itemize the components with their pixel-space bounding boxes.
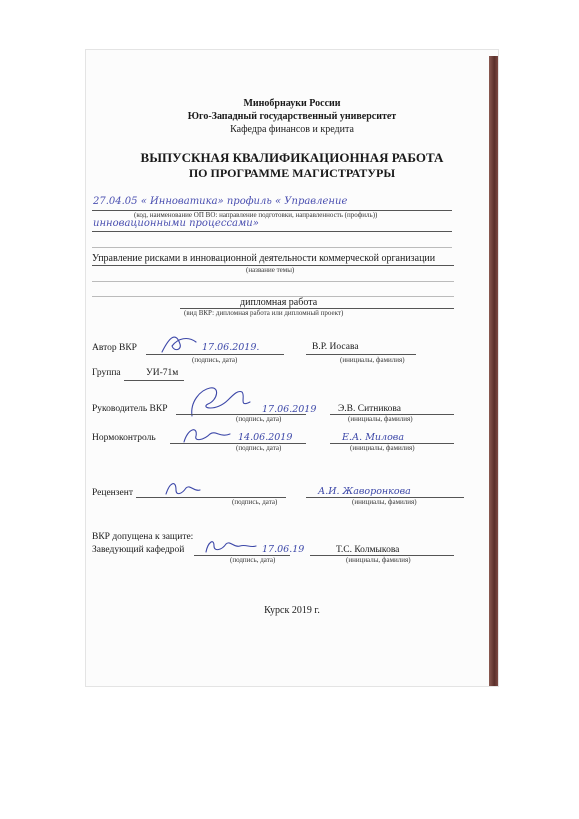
group-label: Группа [92,368,121,378]
program-caption: (код, наименование ОП ВО: направление подготовки, направленность (профиль)) [134,211,378,219]
admission-label: ВКР допущена к защите: [92,532,194,542]
author-signature [160,330,200,356]
supervisor-sign-caption: (подпись, дата) [236,415,282,423]
author-sign-caption: (подпись, дата) [192,356,238,364]
normcontrol-name-caption: (инициалы, фамилия) [350,444,415,452]
admission-sign-date: 17.06.19 [262,544,305,555]
group-line [124,380,184,381]
admission-name-caption: (инициалы, фамилия) [346,556,411,564]
author-name: В.Р. Иосава [312,342,359,352]
normcontrol-label: Нормоконтроль [92,433,156,443]
document-subtitle: ПО ПРОГРАММЕ МАГИСТРАТУРЫ [188,166,396,180]
thesis-topic: Управление рисками в инновационной деятельности коммерческой организации [92,253,436,264]
document-title: ВЫПУСКНАЯ КВАЛИФИКАЦИОННАЯ РАБОТА [140,150,444,165]
supervisor-sign-date: 17.06.2019 [262,404,317,415]
university-name: Юго-Западный государственный университет [187,111,397,122]
reviewer-name-caption: (инициалы, фамилия) [352,498,417,506]
admission-signature [204,536,258,556]
work-type-caption: (вид ВКР: дипломная работа или дипломный проект) [184,309,344,317]
reviewer-name: А.И. Жаворонкова [318,486,411,497]
supervisor-name-caption: (инициалы, фамилия) [348,415,413,423]
work-type: дипломная работа [240,297,318,308]
program-handwritten-1: 27.04.05 « Инноватика» профиль « Управление [93,196,348,207]
head-of-department-label: Заведующий кафедрой [92,545,185,555]
head-of-department-name: Т.С. Колмыкова [336,545,400,555]
reviewer-sign-caption: (подпись, дата) [232,498,278,506]
normcontrol-sign-date: 14.06.2019 [238,432,293,443]
author-sign-date: 17.06.2019. [202,342,260,353]
topic-caption: (название темы) [246,266,295,274]
admission-sign-caption: (подпись, дата) [230,556,276,564]
author-name-line [306,354,416,355]
topic-line-2 [92,281,454,282]
program-line-2 [92,231,452,232]
author-name-caption: (инициалы, фамилия) [340,356,405,364]
normcontrol-signature [182,424,234,448]
author-sign-line [146,354,284,355]
group-value: УИ-71м [146,368,179,378]
department-name: Кафедра финансов и кредита [230,124,354,135]
city-year: Курск 2019 г. [264,605,320,616]
program-handwritten-2: инновационными процессами» [93,218,259,229]
normcontrol-name: Е.А. Милова [342,432,404,443]
program-line-3 [92,247,452,248]
ministry-name: Минобрнауки России [243,98,341,109]
supervisor-label: Руководитель ВКР [92,404,168,414]
normcontrol-sign-caption: (подпись, дата) [236,444,282,452]
reviewer-label: Рецензент [92,488,133,498]
author-label: Автор ВКР [92,343,137,353]
supervisor-name: Э.В. Ситникова [338,404,401,414]
